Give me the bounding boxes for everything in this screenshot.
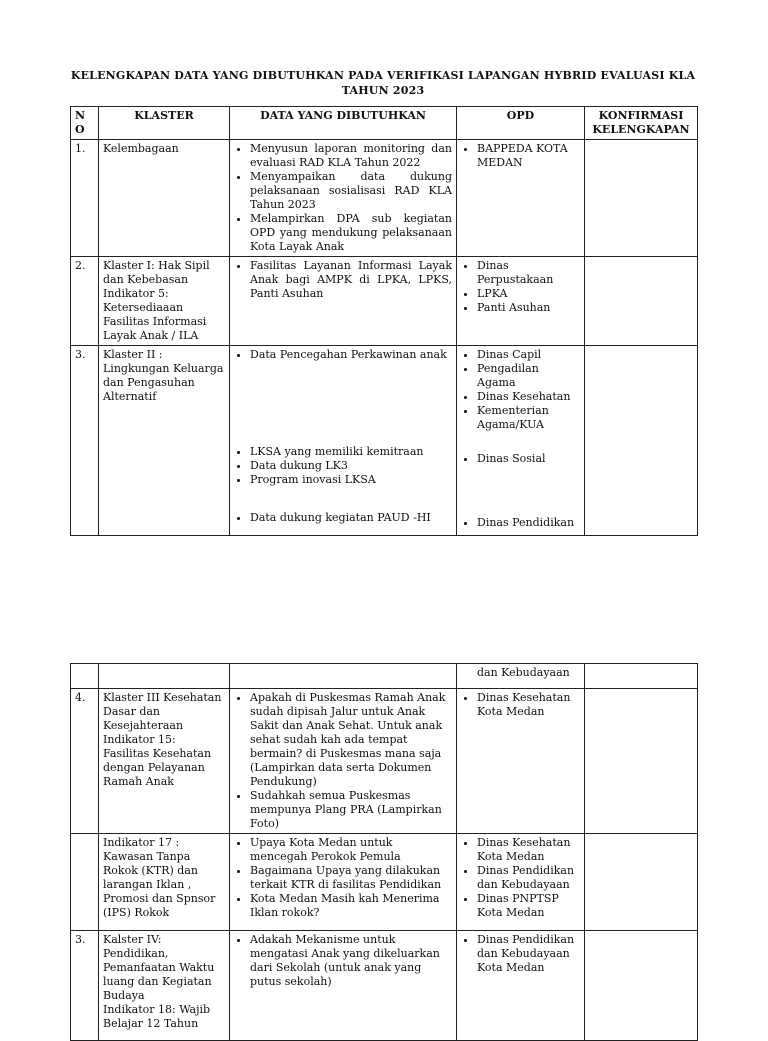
opd-cell (457, 689, 585, 834)
list-item: • Dinas Kesehatan (477, 390, 580, 404)
list-item: • Dinas Pendidikan dan Kebudayaan (477, 864, 580, 892)
data-cell (230, 689, 457, 834)
list-item: • Dinas PNPTSP Kota Medan (477, 892, 580, 920)
table-row (71, 346, 698, 536)
konfirmasi-cell (585, 664, 698, 689)
list-item: • Menyusun laporan monitoring dan evaluasi RAD KLA Tahun 2022 (250, 142, 452, 170)
list-item: • Fasilitas Layanan Informasi Layak Anak bagi AMPK di LPKA, LPKS, Panti Asuhan (250, 259, 452, 301)
konfirmasi-cell (585, 140, 698, 257)
opd-cell (457, 834, 585, 931)
table-header-row (71, 107, 698, 140)
konfirmasi-cell (585, 689, 698, 834)
list-item: • Dinas Perpustakaan (477, 259, 580, 287)
opd-cell (457, 346, 585, 536)
data-cell (230, 931, 457, 1041)
table-row (71, 689, 698, 834)
title-line-2: TAHUN 2023 (341, 84, 425, 97)
list-item: • Program inovasi LKSA (250, 473, 452, 487)
row-number (71, 834, 99, 931)
table-row (71, 664, 698, 689)
klaster-cell: Klaster III Kesehatan Dasar dan Kesejahteraan Indikator 15: Fasilitas Kesehatan dengan Pelayanan Ramah Anak (99, 689, 230, 834)
konfirmasi-cell (585, 346, 698, 536)
list-item: • Upaya Kota Medan untuk mencegah Perokok Pemula (250, 836, 452, 864)
list-item: • Melampirkan DPA sub kegiatan OPD yang mendukung pelaksanaan Kota Layak Anak (250, 212, 452, 254)
data-cell (230, 834, 457, 931)
list-item: • Dinas Kesehatan Kota Medan (477, 836, 580, 864)
opd-cell (457, 931, 585, 1041)
list-item: • BAPPEDA KOTA MEDAN (477, 142, 580, 170)
klaster-cell: Indikator 17 : Kawasan Tanpa Rokok (KTR) dan larangan Iklan , Promosi dan Spnsor (IPS) Rokok (99, 834, 230, 931)
table-row (71, 140, 698, 257)
konfirmasi-cell (585, 834, 698, 931)
row-number: 1. (71, 140, 99, 257)
list-item: • Dinas Pendidikan (477, 516, 580, 530)
data-cell (230, 257, 457, 346)
list-item: • Panti Asuhan (477, 301, 580, 315)
row-number: 2. (71, 257, 99, 346)
table-row (71, 931, 698, 1041)
klaster-cell: Klaster II : Lingkungan Keluarga dan Pengasuhan Alternatif (99, 346, 230, 536)
opd-cell: dan Kebudayaan (457, 664, 585, 689)
klaster-cell: Kelembagaan (99, 140, 230, 257)
list-item: • Data dukung kegiatan PAUD -HI (250, 511, 452, 525)
table-row (71, 257, 698, 346)
header-konfirmasi: KONFIRMASI KELENGKAPAN (585, 107, 698, 140)
data-cell (230, 140, 457, 257)
row-number: 3. (71, 931, 99, 1041)
list-item: • Apakah di Puskesmas Ramah Anak sudah dipisah Jalur untuk Anak Sakit dan Anak Sehat. Untuk anak sehat sudah kah ada tempat bermain? di Puskesmas mana saja (Lampirkan data serta Dokumen Pendukung) (250, 691, 452, 789)
konfirmasi-cell (585, 257, 698, 346)
list-item: • Dinas Capil (477, 348, 580, 362)
row-number: 3. (71, 346, 99, 536)
klaster-cell: Kalster IV: Pendidikan, Pemanfaatan Waktu luang dan Kegiatan Budaya Indikator 18: Wajib Belajar 12 Tahun (99, 931, 230, 1041)
list-item: • LKSA yang memiliki kemitraan (250, 445, 452, 459)
row-number (71, 664, 99, 689)
data-cell (230, 664, 457, 689)
list-item: • Kota Medan Masih kah Menerima Iklan rokok? (250, 892, 452, 920)
list-item: • Bagaimana Upaya yang dilakukan terkait KTR di fasilitas Pendidikan (250, 864, 452, 892)
list-item: • Pengadilan Agama (477, 362, 580, 390)
list-item: • Dinas Sosial (477, 452, 580, 466)
list-item: • Adakah Mekanisme untuk mengatasi Anak yang dikeluarkan dari Sekolah (untuk anak yang putus sekolah) (250, 933, 452, 989)
document-title (70, 68, 696, 98)
data-cell (230, 346, 457, 536)
header-opd: OPD (457, 107, 585, 140)
konfirmasi-cell (585, 931, 698, 1041)
list-item: • Dinas Kesehatan Kota Medan (477, 691, 580, 719)
list-item: • Data dukung LK3 (250, 459, 452, 473)
verification-table-page-2 (70, 663, 698, 1041)
list-item: • LPKA (477, 287, 580, 301)
klaster-cell: Klaster I: Hak Sipil dan Kebebasan Indikator 5: Ketersediaaan Fasilitas Informasi Layak Anak / ILA (99, 257, 230, 346)
verification-table-page-1 (70, 106, 698, 536)
opd-cell (457, 257, 585, 346)
header-no: N O (71, 107, 99, 140)
list-item: • Dinas Pendidikan dan Kebudayaan Kota Medan (477, 933, 580, 975)
list-item: • Menyampaikan data dukung pelaksanaan sosialisasi RAD KLA Tahun 2023 (250, 170, 452, 212)
list-item: • Kementerian Agama/KUA (477, 404, 580, 432)
header-klaster: KLASTER (99, 107, 230, 140)
row-number: 4. (71, 689, 99, 834)
list-item: • Data Pencegahan Perkawinan anak (250, 348, 452, 362)
header-data: DATA YANG DIBUTUHKAN (230, 107, 457, 140)
opd-cell (457, 140, 585, 257)
title-line-1: KELENGKAPAN DATA YANG DIBUTUHKAN PADA VERIFIKASI LAPANGAN HYBRID EVALUASI KLA (70, 69, 696, 82)
list-item: • Sudahkah semua Puskesmas mempunya Plang PRA (Lampirkan Foto) (250, 789, 452, 831)
table-row (71, 834, 698, 931)
klaster-cell (99, 664, 230, 689)
